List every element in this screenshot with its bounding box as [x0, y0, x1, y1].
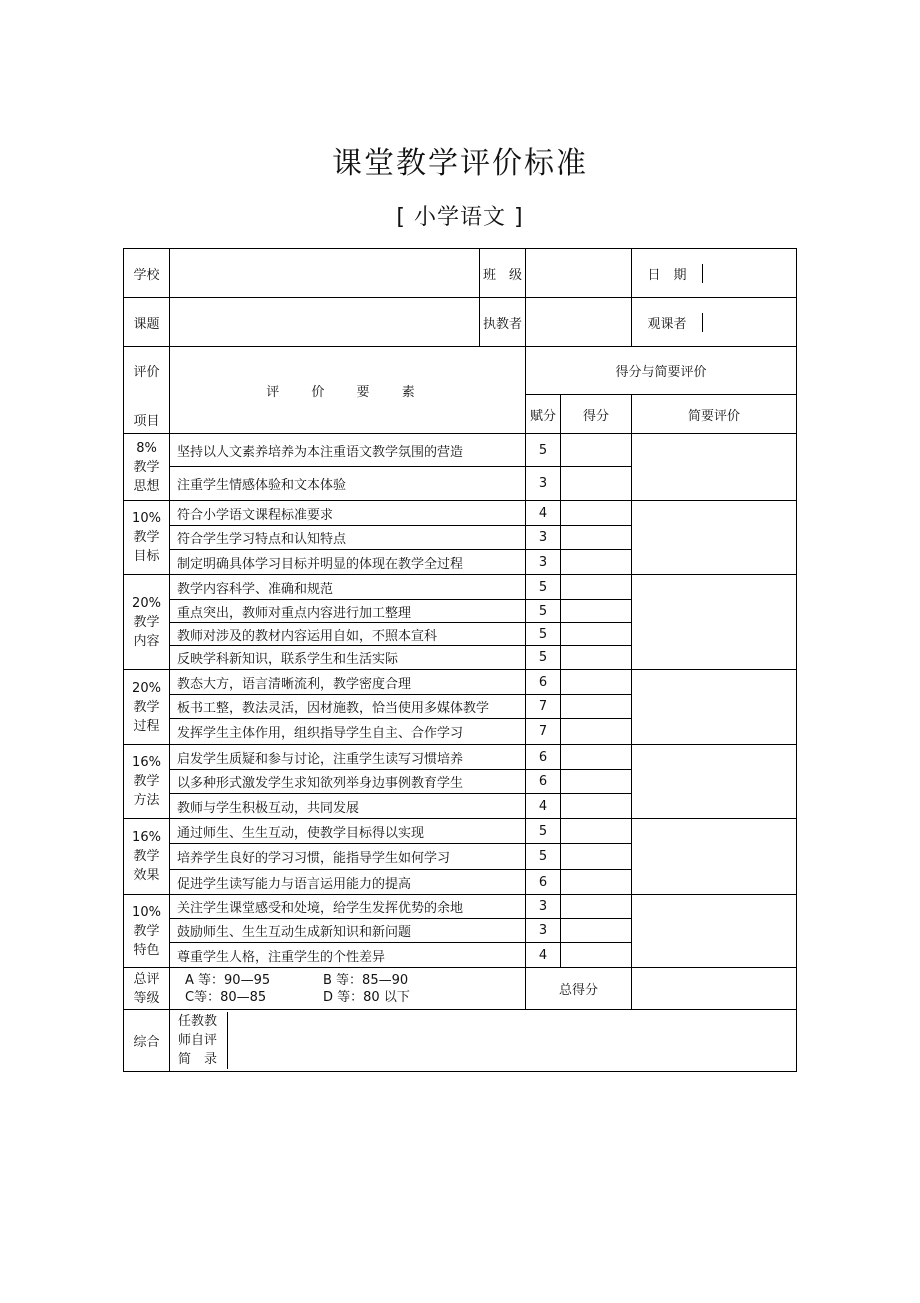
criteria-row: [124, 819, 797, 844]
brief-header: 简要评价: [632, 395, 797, 434]
assigned-score: 5: [526, 575, 561, 600]
elements-header: 评 价 要 素: [170, 347, 526, 434]
assigned-score: 7: [526, 719, 561, 745]
criteria-text: 符合小学语文课程标准要求: [170, 501, 526, 526]
assigned-score: 5: [526, 623, 561, 646]
brief-eval-field[interactable]: [632, 670, 797, 745]
assigned-score: 4: [526, 943, 561, 968]
score-field[interactable]: [561, 646, 632, 670]
section-name: [124, 819, 170, 895]
section-name2: 效果: [133, 868, 160, 883]
assigned-score: 5: [526, 819, 561, 844]
section-name2: 特色: [133, 942, 160, 958]
page-title: 课堂教学评价标准: [332, 146, 588, 181]
criteria-row: [124, 670, 797, 695]
assigned-score: 3: [526, 919, 561, 943]
assigned-score: 4: [526, 501, 561, 526]
criteria-row: [124, 501, 797, 526]
section-name1: 教学: [133, 923, 160, 939]
section-name: [124, 501, 170, 575]
section-name2: 方法: [133, 793, 160, 808]
score-field[interactable]: [561, 623, 632, 646]
assigned-score: 7: [526, 695, 561, 719]
score-field[interactable]: [561, 550, 632, 575]
grade-b: B 等：85—90: [323, 972, 409, 988]
section-pct: 10%: [132, 904, 161, 920]
score-field[interactable]: [561, 844, 632, 870]
criteria-text: 注重学生情感体验和文本体验: [170, 467, 526, 501]
score-field[interactable]: [561, 819, 632, 844]
score-header: 得分: [561, 395, 632, 434]
teacher-field[interactable]: [526, 298, 632, 347]
section-pct: 10%: [132, 511, 161, 526]
criteria-row: [124, 745, 797, 770]
section-pct: 20%: [132, 680, 161, 696]
score-field[interactable]: [561, 434, 632, 467]
item-header: [124, 347, 170, 434]
criteria-text: 促进学生读写能力与语言运用能力的提高: [170, 870, 526, 895]
section-name1: 教学: [133, 774, 160, 789]
self-eval-label-2: 师自评: [178, 1033, 218, 1048]
brief-eval-field[interactable]: [632, 745, 797, 819]
total-field[interactable]: [632, 968, 797, 1010]
section-pct: 16%: [132, 830, 161, 845]
score-field[interactable]: [561, 575, 632, 600]
self-eval-label-1: 任教教: [178, 1014, 218, 1029]
assigned-score: 3: [526, 895, 561, 919]
section-pct: 8%: [136, 440, 157, 456]
score-field[interactable]: [561, 695, 632, 719]
assigned-score: 5: [526, 434, 561, 467]
criteria-text: 教师对涉及的教材内容运用自如，不照本宣科: [170, 623, 526, 646]
summary-label-2: 等级: [133, 990, 160, 1006]
criteria-text: 启发学生质疑和参与讨论，注重学生读写习惯培养: [170, 745, 526, 770]
criteria-text: 重点突出，教师对重点内容进行加工整理: [170, 600, 526, 623]
comprehensive-cell: [170, 1010, 797, 1072]
score-field[interactable]: [561, 526, 632, 550]
teacher-label: 执教者: [480, 298, 526, 347]
score-field[interactable]: [561, 895, 632, 919]
observer-cell: [632, 298, 797, 347]
grade-a: A 等：90—95: [185, 972, 271, 988]
comprehensive-row: [124, 1010, 797, 1072]
section-name: [124, 895, 170, 968]
assigned-score: 6: [526, 870, 561, 895]
section-name: [124, 434, 170, 501]
assigned-score: 5: [526, 600, 561, 623]
criteria-row: [124, 575, 797, 600]
evaluation-table: [123, 248, 797, 1072]
header-row-1: [124, 347, 797, 395]
section-name1: 教学: [133, 530, 160, 545]
score-field[interactable]: [561, 919, 632, 943]
summary-row: [124, 968, 797, 1010]
self-eval-label-3: 简 录: [178, 1052, 218, 1067]
criteria-text: 符合学生学习特点和认知特点: [170, 526, 526, 550]
score-field[interactable]: [561, 870, 632, 895]
section-name: [124, 745, 170, 819]
criteria-text: 以多种形式激发学生求知欲列举身边事例教育学生: [170, 770, 526, 794]
item-header-bottom: 项目: [133, 414, 160, 429]
self-eval-field[interactable]: [228, 1012, 796, 1069]
class-label: 班 级: [480, 249, 526, 298]
brief-eval-field[interactable]: [632, 501, 797, 575]
score-field[interactable]: [561, 670, 632, 695]
assigned-score: 5: [526, 646, 561, 670]
criteria-text: 制定明确具体学习目标并明显的体现在教学全过程: [170, 550, 526, 575]
grade-c: C等：80—85: [185, 989, 267, 1005]
date-label: 日 期: [632, 264, 703, 283]
total-label: 总得分: [526, 968, 632, 1010]
section-name1: 教学: [133, 614, 160, 630]
criteria-row: [124, 895, 797, 919]
brief-eval-field[interactable]: [632, 895, 797, 968]
assigned-score: 3: [526, 467, 561, 501]
score-field[interactable]: [561, 600, 632, 623]
score-field[interactable]: [561, 943, 632, 968]
criteria-text: 关注学生课堂感受和处境，给学生发挥优势的余地: [170, 895, 526, 919]
class-field[interactable]: [526, 249, 632, 298]
page-subtitle: [ 小学语文 ]: [396, 205, 524, 230]
section-name2: 目标: [133, 549, 160, 564]
section-name: [124, 670, 170, 745]
observer-label: 观课者: [632, 313, 703, 332]
assigned-score: 6: [526, 745, 561, 770]
brief-eval-field[interactable]: [632, 575, 797, 670]
criteria-text: 板书工整，教法灵活，因材施教，恰当使用多媒体教学: [170, 695, 526, 719]
score-field[interactable]: [561, 745, 632, 770]
assigned-score: 3: [526, 550, 561, 575]
grade-d: D 等：80 以下: [323, 989, 410, 1005]
summary-label: [124, 968, 170, 1010]
assigned-score: 4: [526, 794, 561, 819]
topic-label: 课题: [124, 298, 170, 347]
info-row-1: [124, 249, 797, 298]
info-row-2: [124, 298, 797, 347]
section-name1: 教学: [133, 699, 160, 715]
section-pct: 20%: [132, 595, 161, 611]
section-pct: 16%: [132, 755, 161, 770]
section-name1: 教学: [133, 849, 160, 864]
self-eval-label: [170, 1012, 228, 1069]
criteria-text: 尊重学生人格，注重学生的个性差异: [170, 943, 526, 968]
comprehensive-label: 综合: [124, 1010, 170, 1072]
criteria-text: 反映学科新知识，联系学生和生活实际: [170, 646, 526, 670]
item-header-top: 评价: [133, 365, 160, 380]
score-field[interactable]: [561, 467, 632, 501]
brief-eval-field[interactable]: [632, 819, 797, 895]
criteria-text: 发挥学生主体作用，组织指导学生自主、合作学习: [170, 719, 526, 745]
topic-field[interactable]: [170, 298, 480, 347]
assigned-score: 3: [526, 526, 561, 550]
school-field[interactable]: [170, 249, 480, 298]
score-field[interactable]: [561, 501, 632, 526]
criteria-text: 坚持以人文素养培养为本注重语文教学氛围的营造: [170, 434, 526, 467]
summary-label-1: 总评: [133, 971, 160, 987]
assigned-score: 5: [526, 844, 561, 870]
section-name2: 内容: [133, 633, 160, 649]
assigned-score: 6: [526, 770, 561, 794]
observer-field[interactable]: [703, 313, 796, 332]
date-cell: [632, 249, 797, 298]
section-name: [124, 575, 170, 670]
brief-eval-field[interactable]: [632, 434, 797, 501]
grade-levels: [170, 968, 526, 1010]
school-label: 学校: [124, 249, 170, 298]
criteria-row: [124, 434, 797, 467]
criteria-text: 教学内容科学、准确和规范: [170, 575, 526, 600]
score-eval-header: 得分与简要评价: [526, 347, 797, 395]
assigned-score: 6: [526, 670, 561, 695]
assigned-header: 赋分: [526, 395, 561, 434]
criteria-text: 教态大方，语言清晰流利，教学密度合理: [170, 670, 526, 695]
date-field[interactable]: [703, 264, 796, 283]
section-name1: 教学: [133, 459, 160, 475]
section-name2: 过程: [133, 718, 160, 734]
score-field[interactable]: [561, 794, 632, 819]
criteria-text: 教师与学生积极互动，共同发展: [170, 794, 526, 819]
criteria-text: 鼓励师生、生生互动生成新知识和新问题: [170, 919, 526, 943]
criteria-text: 培养学生良好的学习习惯，能指导学生如何学习: [170, 844, 526, 870]
score-field[interactable]: [561, 719, 632, 745]
section-name2: 思想: [133, 478, 160, 494]
criteria-text: 通过师生、生生互动，使教学目标得以实现: [170, 819, 526, 844]
score-field[interactable]: [561, 770, 632, 794]
